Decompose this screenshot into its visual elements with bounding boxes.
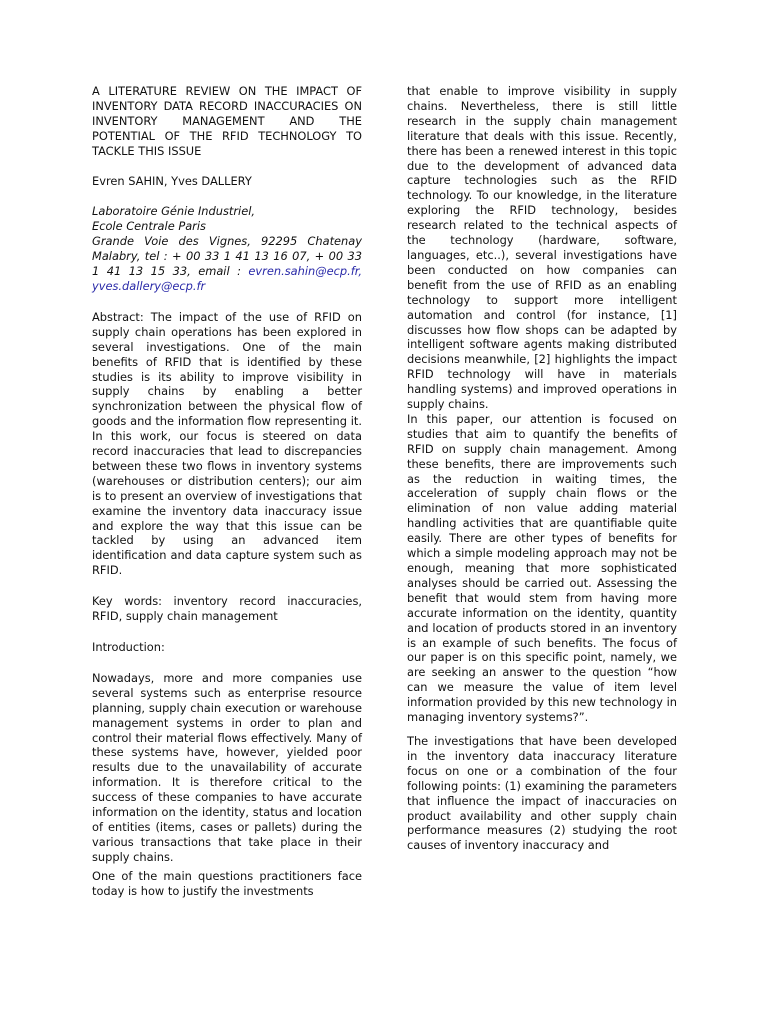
affiliation-school: Ecole Centrale Paris — [92, 219, 206, 234]
right-column — [407, 84, 677, 853]
body-paragraph-3: The investigations that have been developed in the inventory data inaccuracy literature focus on one or a combination of the four following points: (1) examining the parameters that influence the impact of inaccuracies on product availability and other supply chain performance measures (2) studying the root causes of inventory inaccuracy and — [407, 733, 677, 853]
keywords: Key words: inventory record inaccuracies, RFID, supply chain management — [92, 594, 362, 624]
abstract: Abstract: The impact of the use of RFID on supply chain operations has been explored in several investigations. One of the main benefits of RFID that is identified by these studies is its ability to improve visibility in supply chains by enabling a better synchronization between the physical flow of goods and the information flow representing it. In this work, our focus is steered on data record inaccuracies that lead to discrepancies between these two flows in inventory systems (warehouses or distribution centers); our aim is to present an overview of investigations that examine the inventory data inaccuracy issue and explore the way that this issue can be tackled by using an advanced item identification and data capture system such as RFID. — [92, 309, 362, 578]
introduction-heading: Introduction: — [92, 640, 165, 654]
affiliation-address: Grande Voie des Vignes, 92295 Chatenay Malabry, tel : + 00 33 1 41 13 16 07, + 00 33 1 41 13 15 33, email : — [92, 234, 362, 279]
body-paragraph-2: In this paper, our attention is focused on studies that aim to quantify the benefits of RFID on supply chain management. Among these benefits, there are improvements such as the reduction in waiting times, the acceleration of supply chain flows or the elimination of non value adding material handling activities that are quantifiable quite easily. There are other types of benefits for which a simple modeling approach may not be enough, meaning that more sophisticated analyses should be carried out. Assessing the benefit that would stem from having more accurate information on the identity, quantity and location of products stored in an inventory is an example of such benefits. The focus of our paper is on this specific point, namely, we are seeking an answer to the question “how can we measure the value of item level information provided by this new technology in managing inventory systems?”. — [407, 411, 677, 725]
affiliation — [92, 204, 362, 293]
left-column — [92, 84, 362, 899]
body-paragraph-1: that enable to improve visibility in supply chains. Nevertheless, there is still little research in the supply chain management literature that deals with this issue. Recently, there has been a renewed interest in this topic due to the development of advanced data capture technologies such as the RFID technology. To our knowledge, in the literature exploring the RFID technology, besides research related to the technical aspects of the technology (hardware, software, languages, etc..), several investigations have been conducted on how companies can benefit from the use of RFID as an enabling technology to support more intelligent automation and control (for instance, [1] discusses how flow shops can be adapted by intelligent software agents making distributed decisions meanwhile, [2] highlights the impact RFID technology will have in materials handling systems) and improved operations in supply chains. — [407, 84, 677, 412]
email-link-dallery[interactable]: yves.dallery@ecp.fr — [92, 278, 206, 293]
paper-title: A LITERATURE REVIEW ON THE IMPACT OF INVENTORY DATA RECORD INACCURACIES ON INVENTORY MANAGEMENT AND THE POTENTIAL OF THE RFID TECHNOLOGY TO TACKLE THIS ISSUE — [92, 84, 362, 158]
paper-authors: Evren SAHIN, Yves DALLERY — [92, 173, 252, 188]
affiliation-lab: Laboratoire Génie Industriel, — [92, 204, 256, 219]
introduction-paragraph-1: Nowadays, more and more companies use several systems such as enterprise resource planning, supply chain execution or warehouse management systems in order to plan and control their material flows effectively. Many of these systems have, however, yielded poor results due to the unavailability of accurate information. It is therefore critical to the success of these companies to have accurate information on the identity, status and location of entities (items, cases or pallets) during the various transactions that take place in their supply chains. — [92, 670, 362, 864]
introduction-paragraph-2: One of the main questions practitioners face today is how to justify the investments — [92, 868, 362, 898]
email-link-sahin[interactable]: evren.sahin@ecp.fr, — [248, 264, 362, 279]
